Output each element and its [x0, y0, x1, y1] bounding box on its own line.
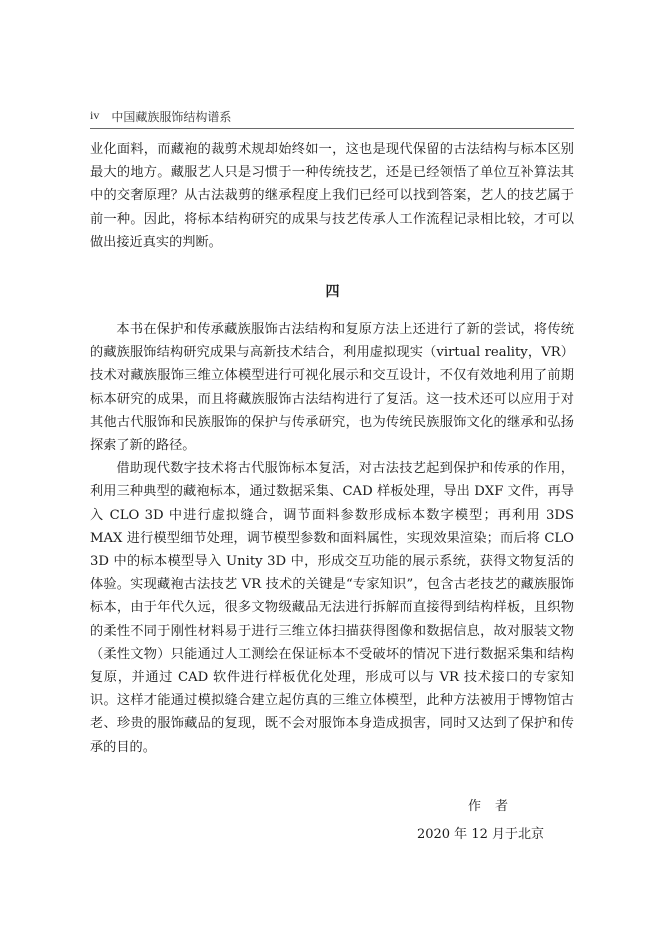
- signature-date: 2020 年 12 月于北京: [416, 827, 544, 842]
- paragraph: 借助现代数字技术将古代服饰标本复活，对古法技艺起到保护和传承的作用，利用三种典型的藏袍标本，通过数据采集、CAD 样板处理，导出 DXF 文件，再导入 CLO 3D 中进行虚拟缝合，调节面料参数形成标本数字模型；再利用 3DS MAX 进行模型细节处理，调节模型参数和面料属性，实现效果渲染；而后将 CLO 3D 中的标本模型导入 Unity 3D 中，形成交互功能的展示系统，获得文物复活的体验。实现藏袍古法技艺 VR 技术的关键是“专家知识”，包含古老技艺的藏族服饰标本，由于年代久远，很多文物级藏品无法进行拆解而直接得到结构样板，且织物的柔性不同于刚性材料易于进行三维立体扫描获得图像和数据信息，故对服装文物（柔性文物）只能通过人工测绘在保证标本不受破坏的情况下进行数据采集和结构复原，并通过 CAD 软件进行样板优化处理，形成可以与 VR 技术接口的专家知识。这样才能通过模拟缝合建立起仿真的三维立体模型，此种方法被用于博物馆古老、珍贵的服饰藏品的复现，既不会对服饰本身造成损害，同时又达到了保护和传承的目的。: [90, 461, 574, 755]
- paragraph: 本书在保护和传承藏族服饰古法结构和复原方法上还进行了新的尝试，将传统的藏族服饰结构研究成果与高新技术结合，利用虚拟现实（virtual reality，VR）技术对藏族服饰三维立体模型进行可视化展示和交互设计，不仅有效地利用了前期标本研究的成果，而且将藏族服饰古法结构进行了复活。这一技术还可以应用于对其他古代服饰和民族服饰的保护与传承研究，也为传统民族服饰文化的继承和弘扬探索了新的路径。: [90, 322, 574, 454]
- running-title: 中国藏族服饰结构谱系: [111, 110, 232, 124]
- running-header: [90, 108, 574, 129]
- page-number: iv: [90, 108, 100, 122]
- section-title: 四: [325, 284, 340, 300]
- author-signature: 作者: [467, 799, 522, 814]
- section-body: [90, 318, 574, 759]
- paragraph: 业化面料，而藏袍的裁剪术规却始终如一，这也是现代保留的古法结构与标本区别最大的地方。藏服艺人只是习惯于一种传统技艺，还是已经领悟了单位互补算法其中的交奢原理？从古法裁剪的继承程度上我们已经可以找到答案，艺人的技艺属于前一种。因此，将标本结构研究的成果与技艺传承人工作流程记录相比较，才可以做出接近真实的判断。: [90, 142, 574, 250]
- continued-paragraph: [90, 138, 574, 254]
